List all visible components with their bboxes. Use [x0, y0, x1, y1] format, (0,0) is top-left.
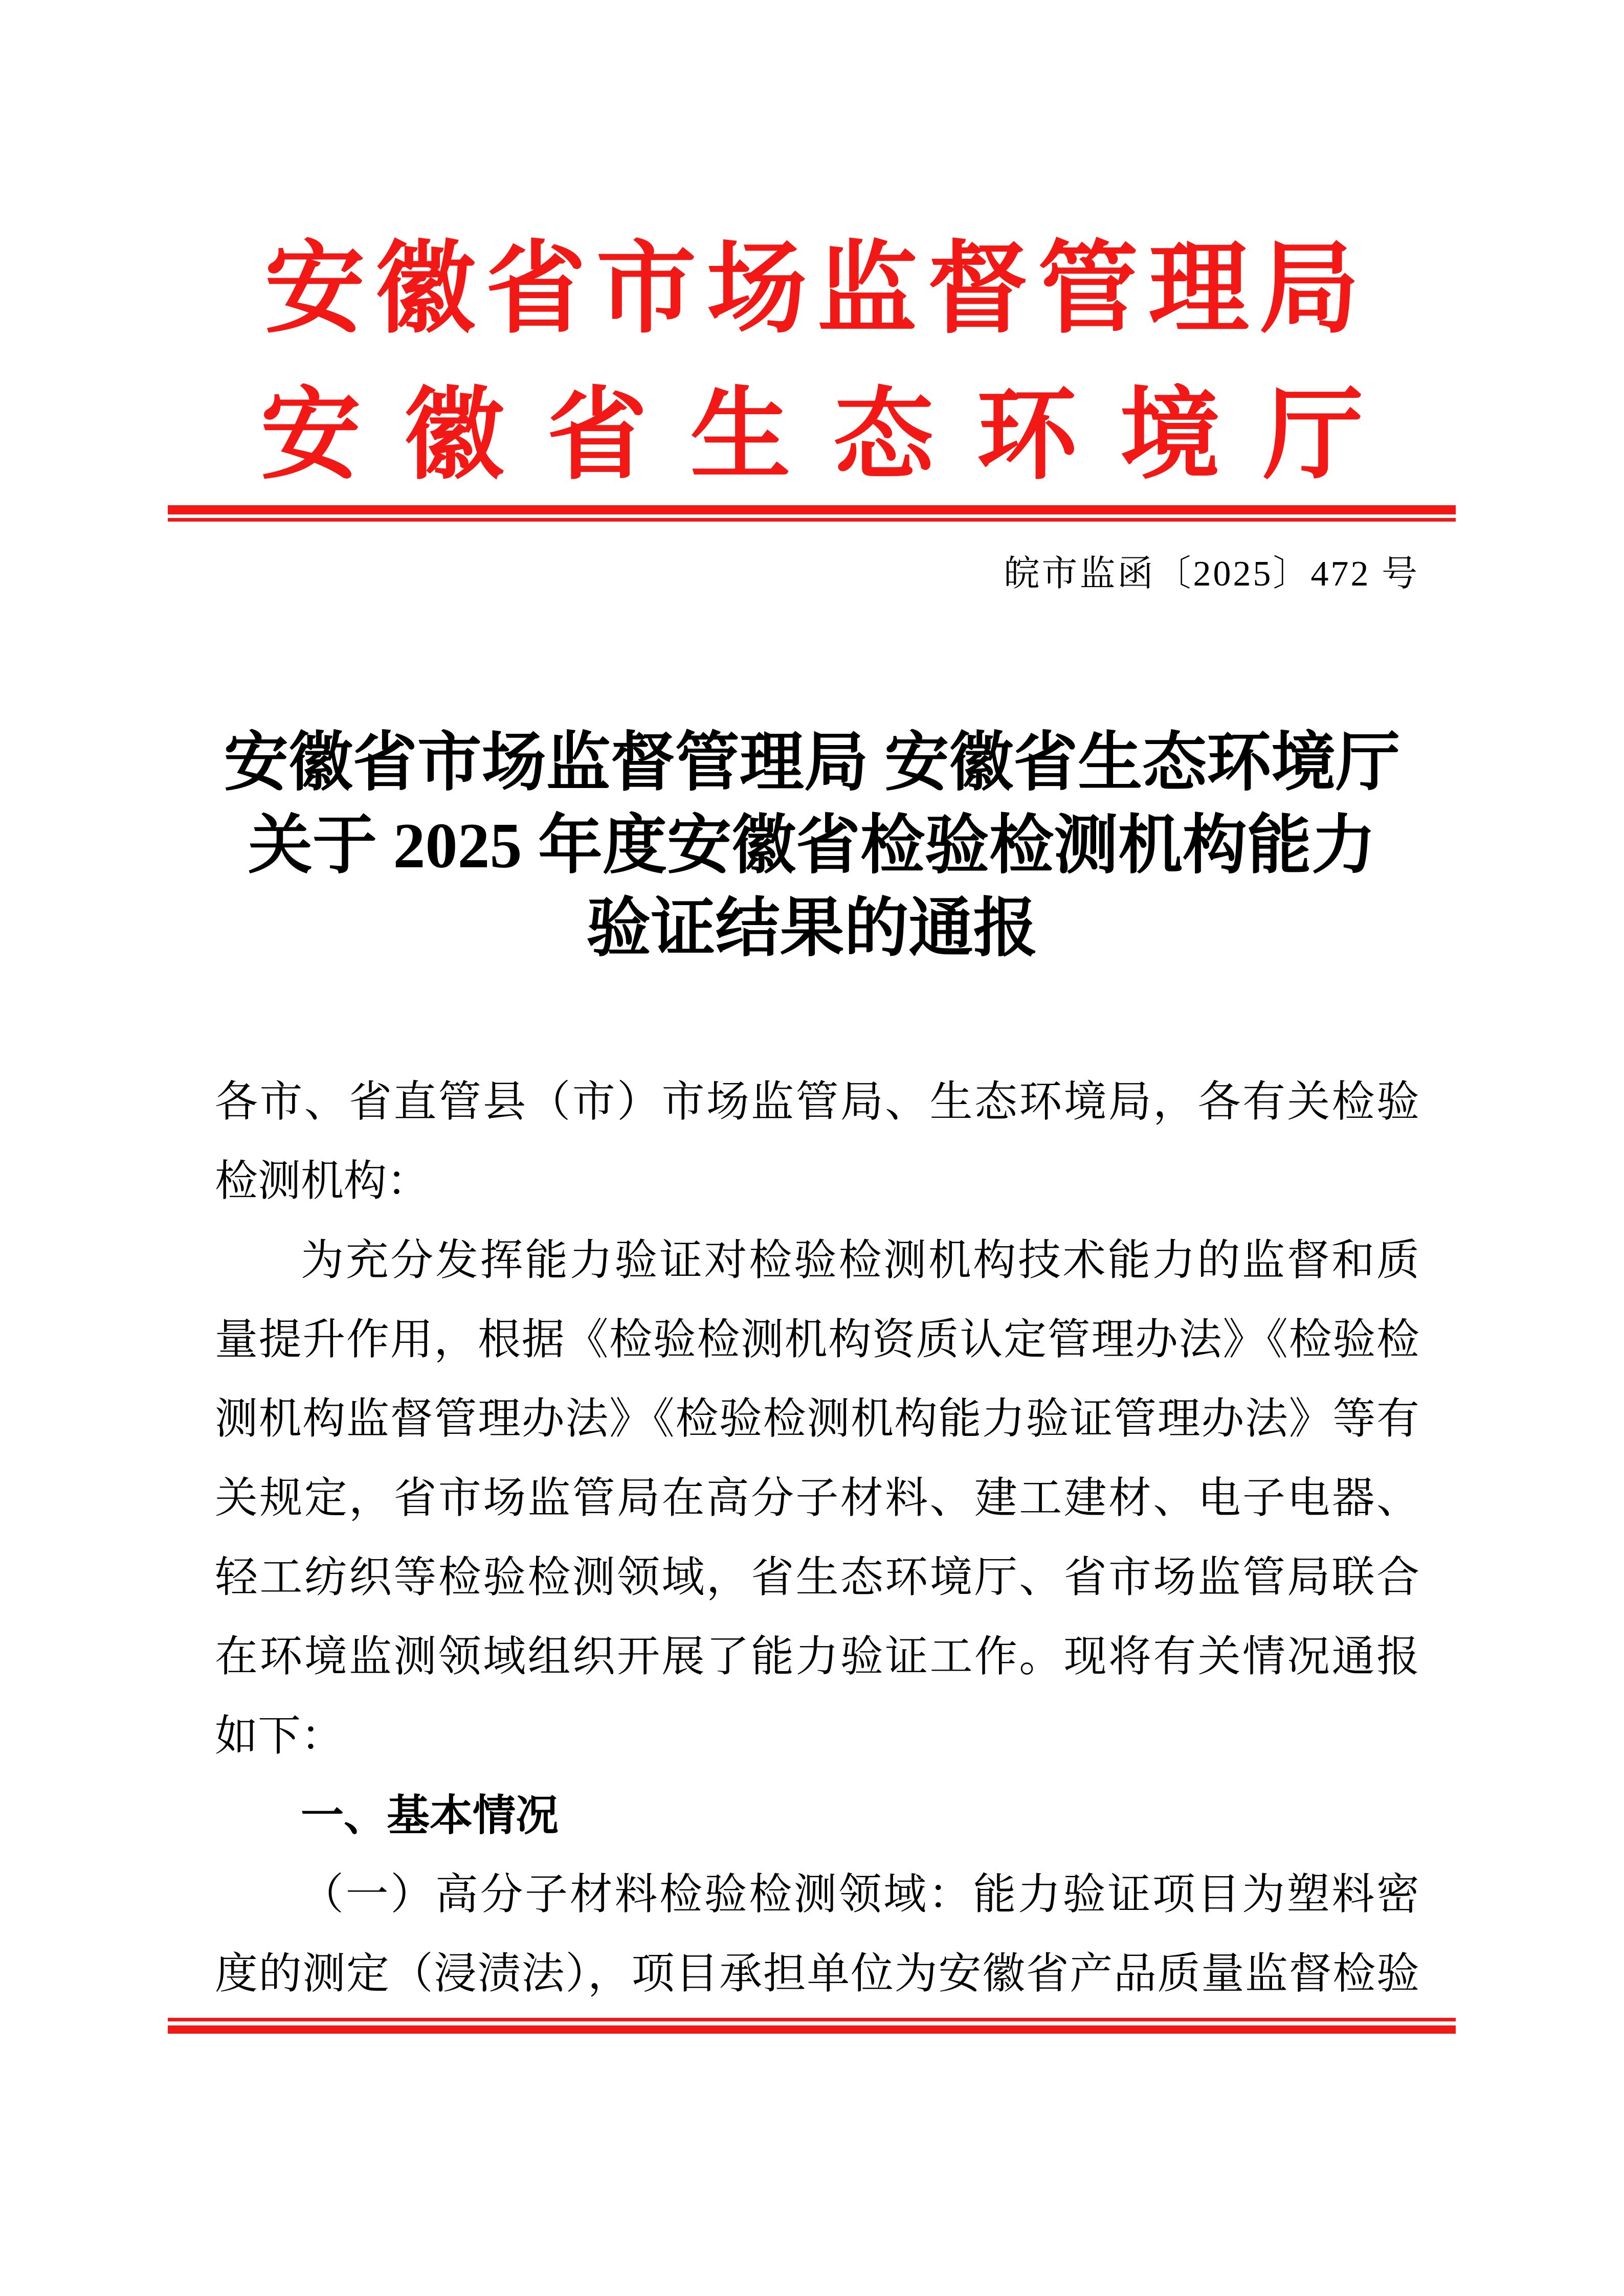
body-line: 轻工纺织等检验检测领域，省生态环境厅、省市场监管局联合 — [215, 1554, 1419, 1602]
letterhead-org-line-2: 安徽省生态环境厅 — [260, 380, 1407, 491]
header-rule-thin — [168, 518, 1456, 522]
footer-rule-thin — [168, 2018, 1456, 2021]
document-number: 皖市监函〔2025〕472 号 — [1004, 554, 1419, 594]
body-line: 为充分发挥能力验证对检验检测机构技术能力的监督和质 — [301, 1237, 1419, 1285]
title-line-1: 安徽省市场监督管理局 安徽省生态环境厅 — [224, 728, 1400, 799]
title-line-2: 关于 2025 年度安徽省检验检测机构能力 — [248, 811, 1376, 882]
body-line: 各市、省直管县（市）市场监管局、生态环境局，各有关检验 — [215, 1078, 1419, 1126]
body-line: 检测机构： — [215, 1158, 430, 1205]
body-line: 关规定，省市场监管局在高分子材料、建工建材、电子电器、 — [215, 1475, 1419, 1522]
document-body — [215, 1063, 1419, 2014]
letterhead-org-line-1: 安徽省市场监督管理局 — [264, 234, 1370, 345]
document-title — [0, 722, 1624, 971]
header-rule-thick — [168, 505, 1456, 514]
body-line: 在环境监测领域组织开展了能力验证工作。现将有关情况通报 — [215, 1633, 1419, 1681]
body-line: 量提升作用，根据《检验检测机构资质认定管理办法》《检验检 — [215, 1316, 1419, 1364]
body-line: 一、基本情况 — [301, 1791, 559, 1839]
footer-rule-thick — [168, 2025, 1456, 2034]
title-line-3: 验证结果的通报 — [586, 893, 1038, 964]
body-line: 测机构监督管理办法》《检验检测机构能力验证管理办法》等有 — [215, 1395, 1419, 1443]
body-line: 如下： — [215, 1713, 344, 1760]
body-line: 度的测定（浸渍法），项目承担单位为安徽省产品质量监督检验 — [215, 1950, 1419, 1998]
body-line: （一）高分子材料检验检测领域：能力验证项目为塑料密 — [301, 1871, 1419, 1919]
